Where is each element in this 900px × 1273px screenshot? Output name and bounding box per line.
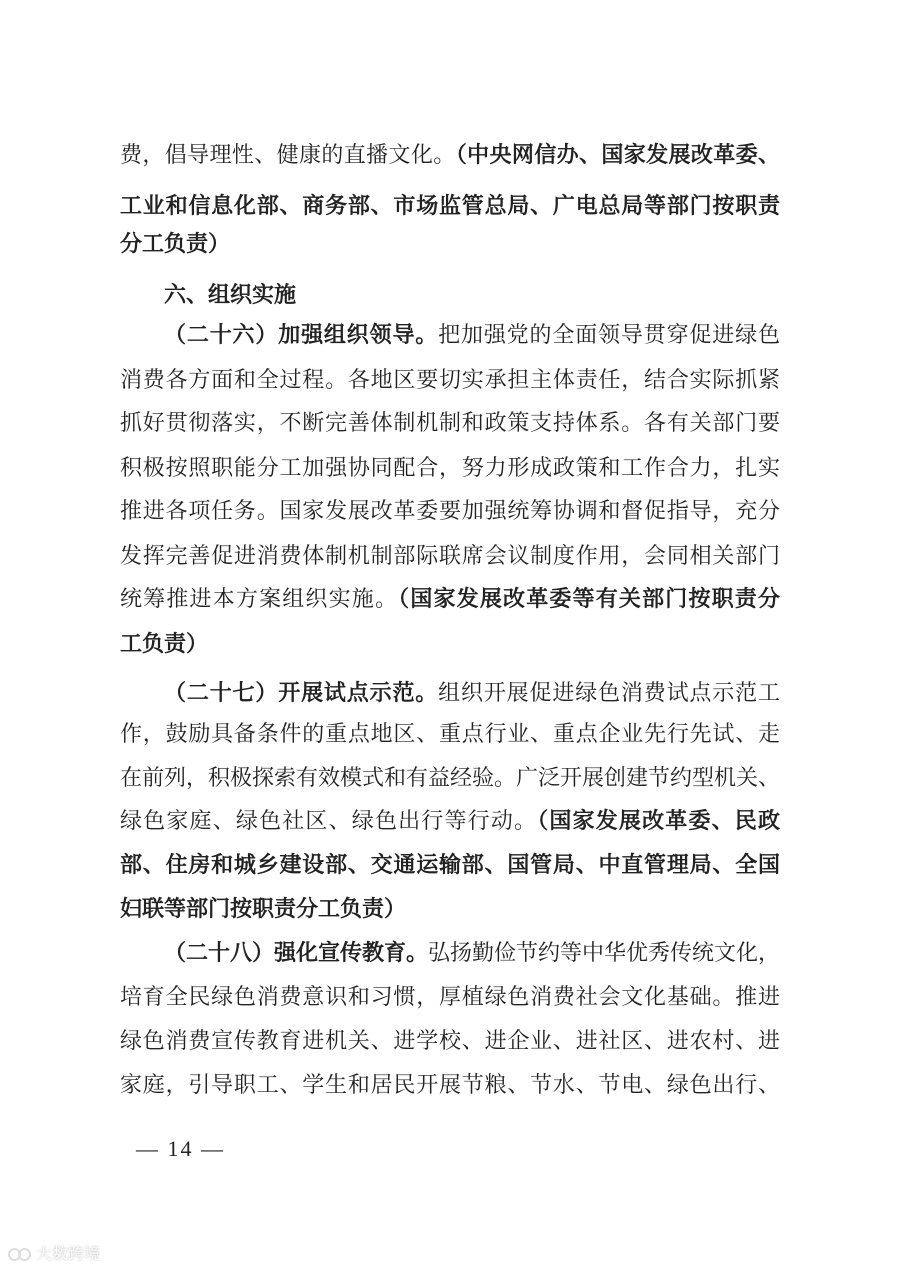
text-segment: 在前列，积极探索有效模式和有益经验。广泛开展创建节约型机关、 (120, 766, 780, 791)
bold-text-segment: （二十六）加强组织领导。 (164, 323, 439, 348)
text-line (120, 221, 780, 269)
bold-text-segment: 工业和信息化部、商务部、市场监管总局、广电总局等部门按职责 (120, 194, 780, 219)
text-line (120, 1062, 780, 1110)
text-line (120, 488, 780, 536)
watermark-logo-icon (6, 1245, 32, 1263)
watermark-text: 大数跨境 (36, 1244, 101, 1263)
text-segment: 消费各方面和全过程。各地区要切实承担主体责任，结合实际抓紧 (120, 368, 780, 393)
text-line (120, 974, 780, 1022)
text-segment: 家庭，引导职工、学生和居民开展节粮、节水、节电、绿色出行、 (120, 1073, 780, 1098)
text-line (120, 1018, 780, 1066)
text-segment: 作，鼓励具备条件的重点地区、重点行业、重点企业先行先试、走 (120, 722, 780, 747)
page-number: — 14 — (136, 1136, 225, 1161)
text-segment: 抓好贯彻落实，不断完善体制机制和政策支持体系。各有关部门要 (120, 411, 780, 436)
bold-text-segment: （国家发展改革委、民政 (537, 809, 780, 834)
text-line (120, 798, 780, 846)
bold-text-segment: （二十八）强化宣传教育。 (164, 941, 429, 966)
bold-text-segment: 六、组织实施 (164, 283, 297, 308)
text-segment: 弘扬勤俭节约等中华优秀传统文化， (428, 941, 780, 966)
text-line (164, 930, 780, 978)
text-segment: 统筹推进本方案组织实施。 (120, 587, 399, 612)
text-line (120, 621, 780, 669)
text-segment: 积极按照职能分工加强协同配合，努力形成政策和工作合力，扎实 (120, 456, 780, 481)
bold-text-segment: （中央网信办、国家发展改革委、 (455, 143, 780, 168)
text-segment: 把加强党的全面领导贯穿促进绿色 (438, 323, 780, 348)
bold-text-segment: （二十七）开展试点示范。 (164, 681, 439, 706)
text-segment: 发挥完善促进消费体制机制部际联席会议制度作用，会同相关部门 (120, 544, 780, 569)
text-segment: 培育全民绿色消费意识和习惯，厚植绿色消费社会文化基础。推进 (120, 985, 780, 1010)
text-line (120, 755, 780, 803)
bold-text-segment: 妇联等部门按职责分工负责） (120, 897, 407, 922)
text-line (164, 312, 780, 360)
watermark (6, 1242, 100, 1266)
text-line (120, 400, 780, 448)
bold-text-segment: 工负责） (120, 632, 209, 657)
text-line (120, 132, 780, 180)
text-segment: 绿色消费宣传教育进机关、进学校、进企业、进社区、进农村、进 (120, 1029, 780, 1054)
bold-text-segment: 部、住房和城乡建设部、交通运输部、国管局、中直管理局、全国 (120, 853, 780, 878)
text-line (120, 576, 780, 624)
text-line (120, 886, 780, 934)
text-segment: 组织开展促进绿色消费试点示范工 (438, 681, 780, 706)
text-segment: 费，倡导理性、健康的直播文化。 (120, 143, 456, 168)
text-segment: 推进各项任务。国家发展改革委要加强统筹协调和督促指导，充分 (120, 499, 780, 524)
text-line (120, 357, 780, 405)
text-line (120, 711, 780, 759)
bold-text-segment: 分工负责） (120, 232, 231, 257)
bold-text-segment: （国家发展改革委等有关部门按职责分 (398, 587, 780, 612)
text-line (120, 533, 780, 581)
text-line (120, 842, 780, 890)
text-line (120, 445, 780, 493)
text-segment: 绿色家庭、绿色社区、绿色出行等行动。 (120, 809, 538, 834)
